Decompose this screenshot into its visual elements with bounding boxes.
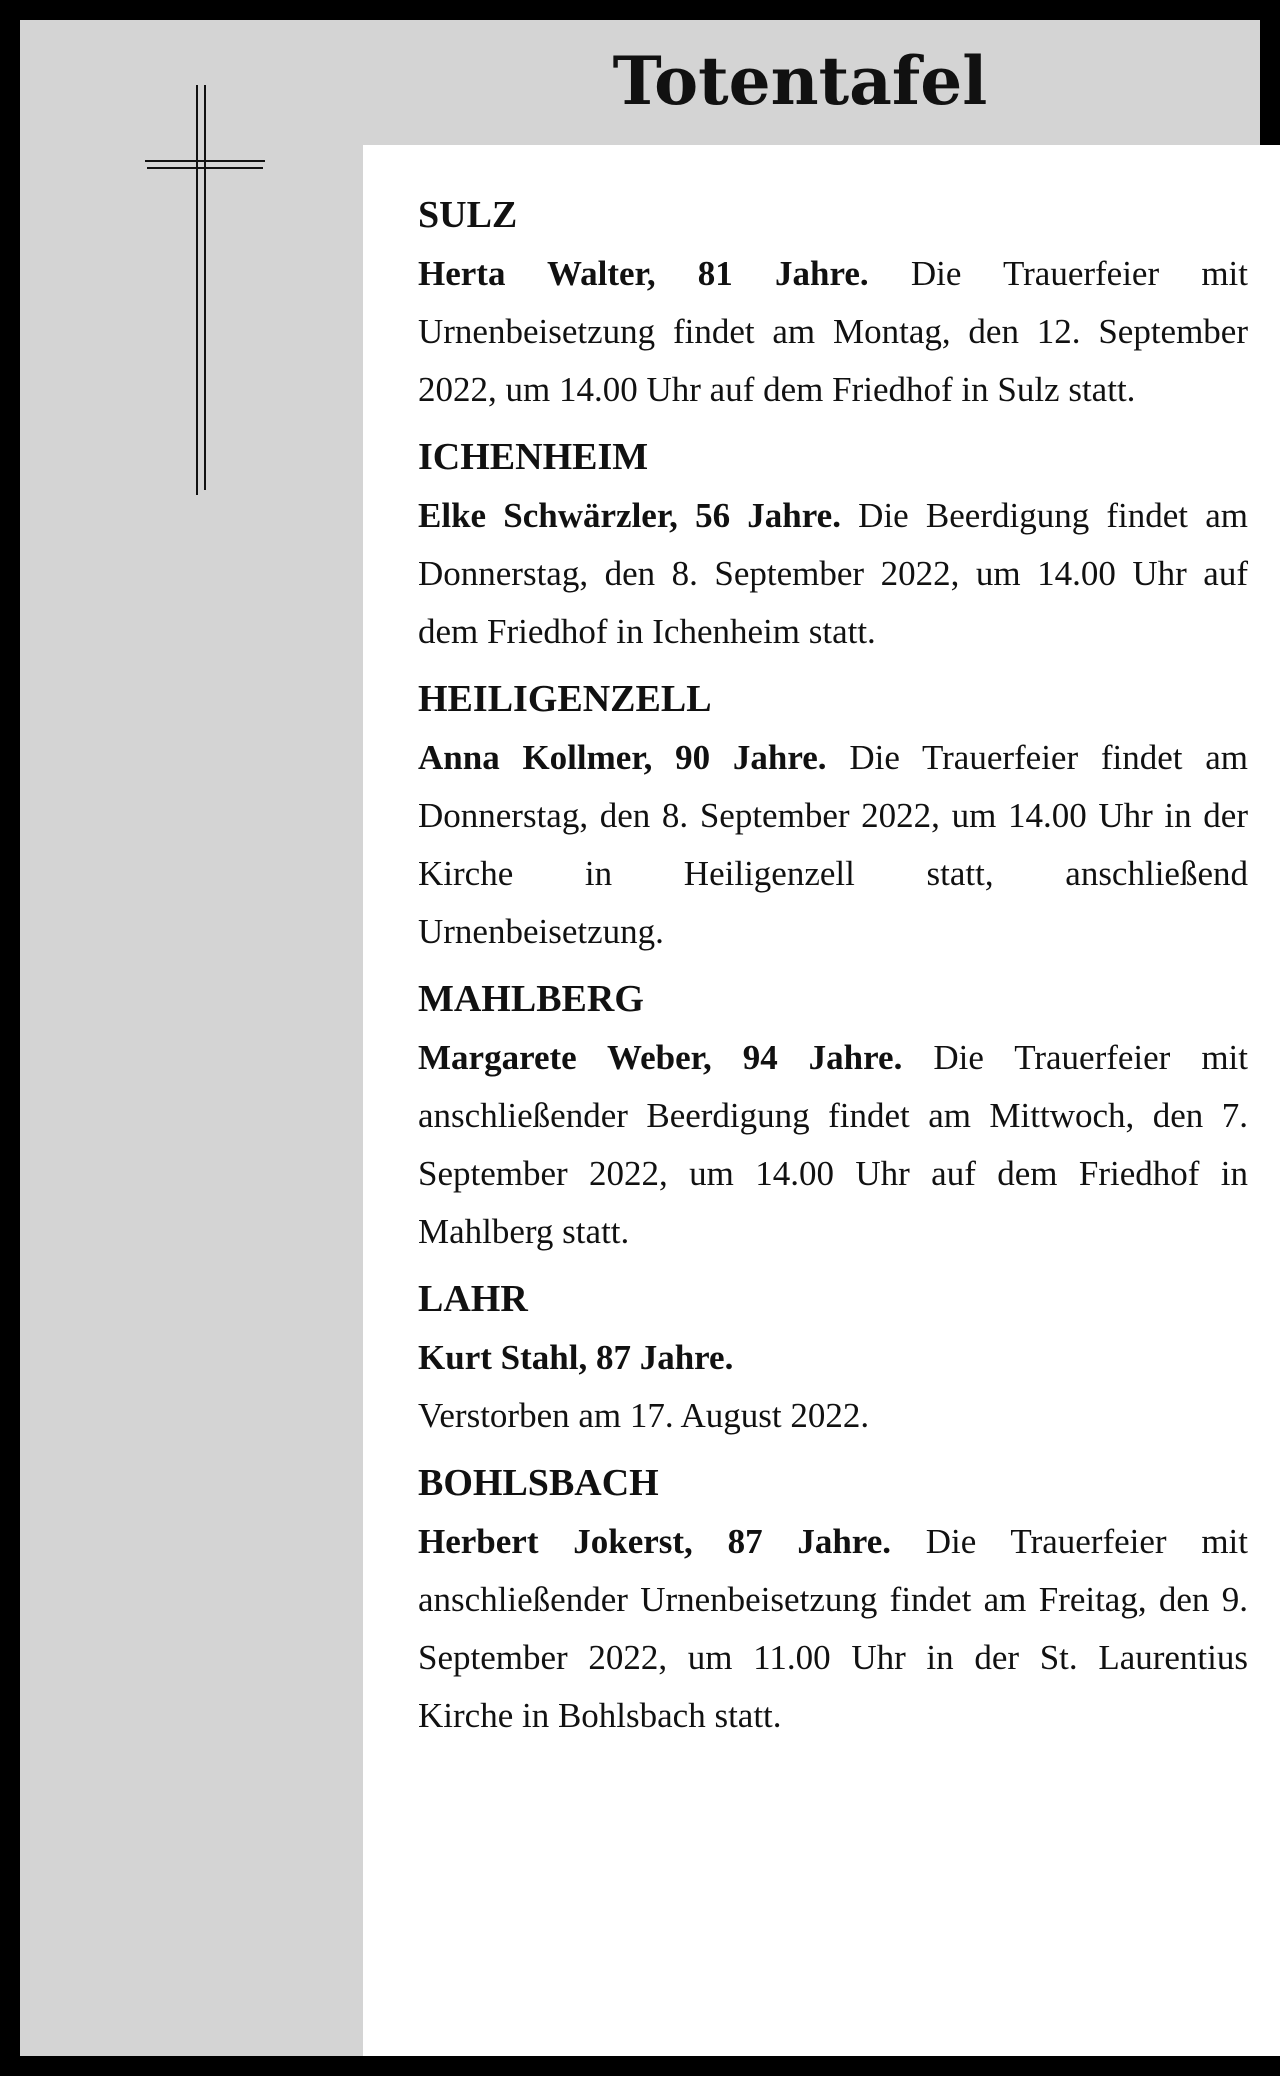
list-item: [418, 1269, 1248, 1445]
entry-text: [418, 487, 1248, 661]
entry-text: [418, 1029, 1248, 1261]
list-item: [418, 427, 1248, 661]
entry-text: [418, 1513, 1248, 1745]
entry-name: Anna Kollmer, 90 Jahre.: [418, 738, 827, 777]
entry-name: Herbert Jokerst, 87 Jahre.: [418, 1522, 891, 1561]
entry-place: HEILIGENZELL: [418, 678, 712, 720]
page-title: Totentafel: [612, 42, 988, 120]
entry-place: LAHR: [418, 1278, 528, 1320]
list-item: [418, 1453, 1248, 1745]
obituary-list: [418, 185, 1248, 1753]
entry-text: [418, 245, 1248, 419]
cross-icon: [125, 65, 285, 495]
list-item: [418, 669, 1248, 961]
entry-text: [418, 729, 1248, 961]
entry-name: Kurt Stahl, 87 Jahre.: [418, 1338, 734, 1377]
entry-details: Die Trauerfeier mit anschließender Beerdigung findet am Mittwoch, den 7. September 2022, um 14.00 Uhr auf dem Friedhof in Mahlberg statt.: [418, 1038, 1248, 1251]
entry-details: Die Beerdigung findet am Donnerstag, den 8. September 2022, um 14.00 Uhr auf dem Friedhof in Ichenheim statt.: [418, 496, 1248, 651]
entry-place: SULZ: [418, 194, 518, 236]
entry-details: Die Trauerfeier findet am Donnerstag, den 8. September 2022, um 14.00 Uhr in der Kirche in Heiligenzell statt, anschließend Urnenbeisetzung.: [418, 738, 1249, 951]
entry-details: Die Trauerfeier mit anschließender Urnenbeisetzung findet am Freitag, den 9. September 2022, um 11.00 Uhr in der St. Laurentius Kirche in Bohlsbach statt.: [418, 1522, 1248, 1735]
entry-place: BOHLSBACH: [418, 1462, 659, 1504]
list-item: [418, 185, 1248, 419]
entry-details: Die Trauerfeier mit Urnenbeisetzung findet am Montag, den 12. September 2022, um 14.00 Uhr auf dem Friedhof in Sulz statt.: [418, 254, 1248, 409]
list-item: [418, 969, 1248, 1261]
entry-name: Herta Walter, 81 Jahre.: [418, 254, 869, 293]
entry-name: Elke Schwärzler, 56 Jahre.: [418, 496, 841, 535]
entry-name: Margarete Weber, 94 Jahre.: [418, 1038, 903, 1077]
obituary-list-panel: [363, 145, 1280, 2056]
obituary-board: [20, 20, 1260, 2056]
entry-place: ICHENHEIM: [418, 436, 649, 478]
entry-place: MAHLBERG: [418, 978, 644, 1020]
entry-details: Verstorben am 17. August 2022.: [418, 1396, 870, 1435]
